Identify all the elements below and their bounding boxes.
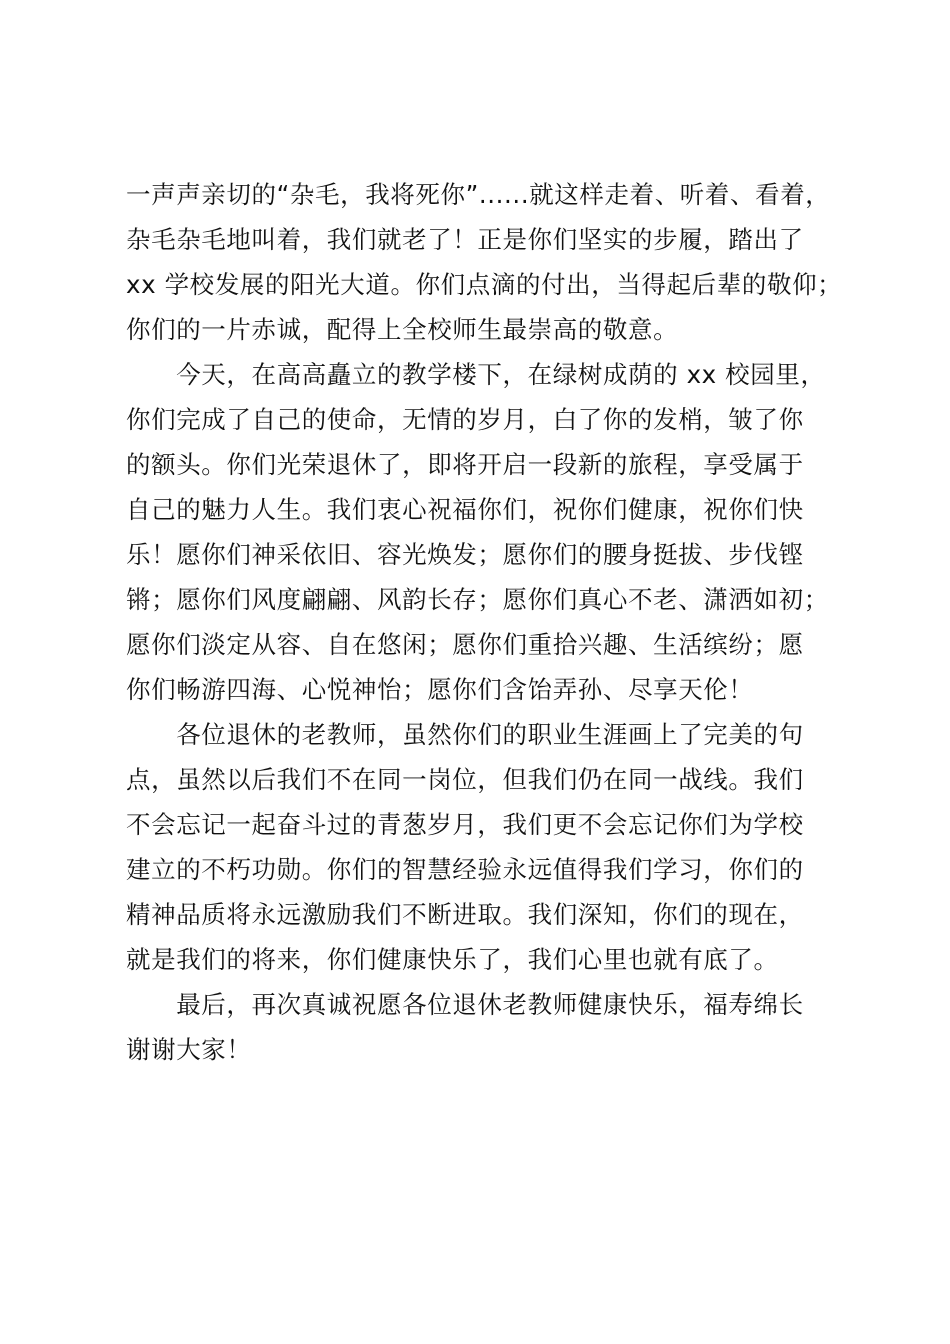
text-line: 今天，在高高矗立的教学楼下，在绿树成荫的 xx 校园里， bbox=[126, 360, 826, 389]
text-line: 杂毛杂毛地叫着，我们就老了！正是你们坚实的步履，踏出了 bbox=[126, 225, 804, 254]
body-text bbox=[126, 172, 856, 1072]
text-line: 精神品质将永远激励我们不断进取。我们深知，你们的现在， bbox=[126, 900, 804, 929]
text-line: 点，虽然以后我们不在同一岗位，但我们仍在同一战线。我们 bbox=[126, 765, 804, 794]
text-line: 愿你们淡定从容、自在悠闲；愿你们重拾兴趣、生活缤纷；愿 bbox=[126, 630, 804, 659]
text-line: 你们完成了自己的使命，无情的岁月，白了你的发梢，皱了你 bbox=[126, 405, 804, 434]
text-line: 最后，再次真诚祝愿各位退休老教师健康快乐，福寿绵长 bbox=[126, 990, 804, 1019]
text-line: 不会忘记一起奋斗过的青葱岁月，我们更不会忘记你们为学校 bbox=[126, 810, 804, 839]
text-line: 建立的不朽功勋。你们的智慧经验永远值得我们学习，你们的 bbox=[126, 855, 804, 884]
text-line: 你们畅游四海、心悦神怡；愿你们含饴弄孙、尽享天伦！ bbox=[126, 675, 754, 704]
text-line: 就是我们的将来，你们健康快乐了，我们心里也就有底了。 bbox=[126, 945, 779, 974]
text-line: 你们的一片赤诚，配得上全校师生最崇高的敬意。 bbox=[126, 315, 679, 344]
text-line: 锵；愿你们风度翩翩、风韵长存；愿你们真心不老、潇洒如初； bbox=[126, 585, 829, 614]
text-line: 谢谢大家！ bbox=[126, 1035, 252, 1064]
text-line: 一声声亲切的“杂毛，我将死你”......就这样走着、听着、看着， bbox=[126, 180, 831, 209]
text-line: 乐！愿你们神采依旧、容光焕发；愿你们的腰身挺拔、步伐铿 bbox=[126, 540, 804, 569]
text-line: xx 学校发展的阳光大道。你们点滴的付出，当得起后辈的敬仰； bbox=[126, 270, 843, 299]
text-line: 的额头。你们光荣退休了，即将开启一段新的旅程，享受属于 bbox=[126, 450, 804, 479]
text-line: 各位退休的老教师，虽然你们的职业生涯画上了完美的句 bbox=[126, 720, 804, 749]
text-line: 自己的魅力人生。我们衷心祝福你们，祝你们健康，祝你们快 bbox=[126, 495, 804, 524]
